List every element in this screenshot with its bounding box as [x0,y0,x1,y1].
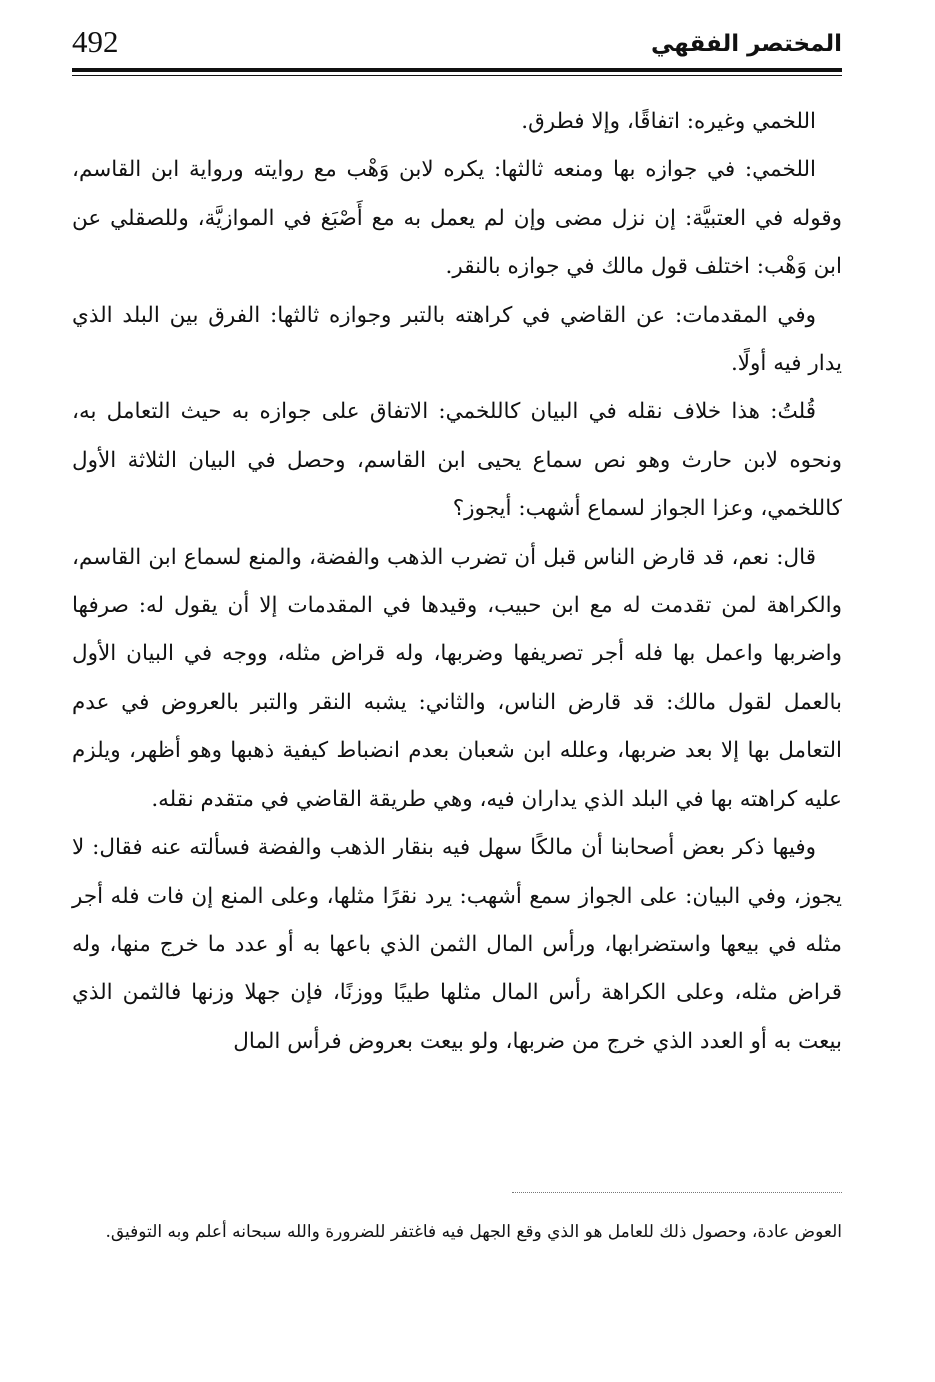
footnote [72,1215,842,1249]
paragraph: اللخمي وغيره: اتفاقًا، وإلا فطرق. [521,109,816,134]
header-rule [72,68,842,72]
paragraph: قُلتُ: هذا خلاف نقله في البيان كاللخمي: الاتفاق على جوازه به حيث التعامل به، ونحوه لابن حارث وهو نص سماع يحيى ابن القاسم، وحصل في البيان الثلاثة الأول كاللخمي، وعزا الجواز لسماع أشهب: أيجوز؟ [72,399,842,522]
paragraph: اللخمي: في جوازه بها ومنعه ثالثها: يكره لابن وَهْب مع روايته ورواية ابن القاسم، وقوله في العتبيَّة: إن نزل مضى وإن لم يعمل به مع أَصْبَغ في الموازيَّة، وللصقلي عن ابن وَهْب: اختلف قول مالك في جوازه بالنقر. [72,157,842,280]
paragraph: وفيها ذكر بعض أصحابنا أن مالكًا سهل فيه بنقار الذهب والفضة فسألته عنه فقال: لا يجوز، وفي البيان: على الجواز سمع أشهب: يرد نقرًا مثلها، وعلى المنع إن فات فله أجر مثله في بيعها واستضرابها، ورأس المال الثمن الذي باعها به أو عدد ما خرج منها، وله قراض مثله، وعلى الكراهة رأس المال مثلها طيبًا ووزنًا، فإن جهلا وزنها فالثمن الذي بيعت به أو العدد الذي خرج من ضربها، ولو بيعت بعروض فرأس المال [72,835,842,1054]
paragraph: قال: نعم، قد قارض الناس قبل أن تضرب الذهب والفضة، والمنع لسماع ابن القاسم، والكراهة لمن تقدمت له مع ابن حبيب، وقيدها في المقدمات إلا أن يقول له: صرفها واضربها واعمل بها فله أجر تصريفها وضربها، وله قراض مثله، ووجه في البيان الأول بالعمل لقول مالك: قد قارض الناس، والثاني: يشبه النقر والتبر بالعروض في عدم التعامل بها إلا بعد ضربها، وعلله ابن شعبان بعدم انضباط كيفية ذهبها وهو أظهر، ويلزم عليه كراهته بها في البلد الذي يداران فيه، وهي طريقة القاضي في متقدم نقله. [72,544,842,812]
footnote-separator [512,1192,842,1193]
page-header [72,22,842,72]
book-title: المختصر الفقهي [651,31,842,57]
page-number: 492 [72,24,119,59]
header-rule-thin [72,75,842,76]
paragraph: وفي المقدمات: عن القاضي في كراهته بالتبر وجوازه ثالثها: الفرق بين البلد الذي يدار فيه أولًا. [72,302,842,377]
main-text [72,98,842,1066]
footnote-text: العوض عادة، وحصول ذلك للعامل هو الذي وقع الجهل فيه فاغتفر للضرورة والله سبحانه أعلم وبه التوفيق. [105,1222,842,1242]
